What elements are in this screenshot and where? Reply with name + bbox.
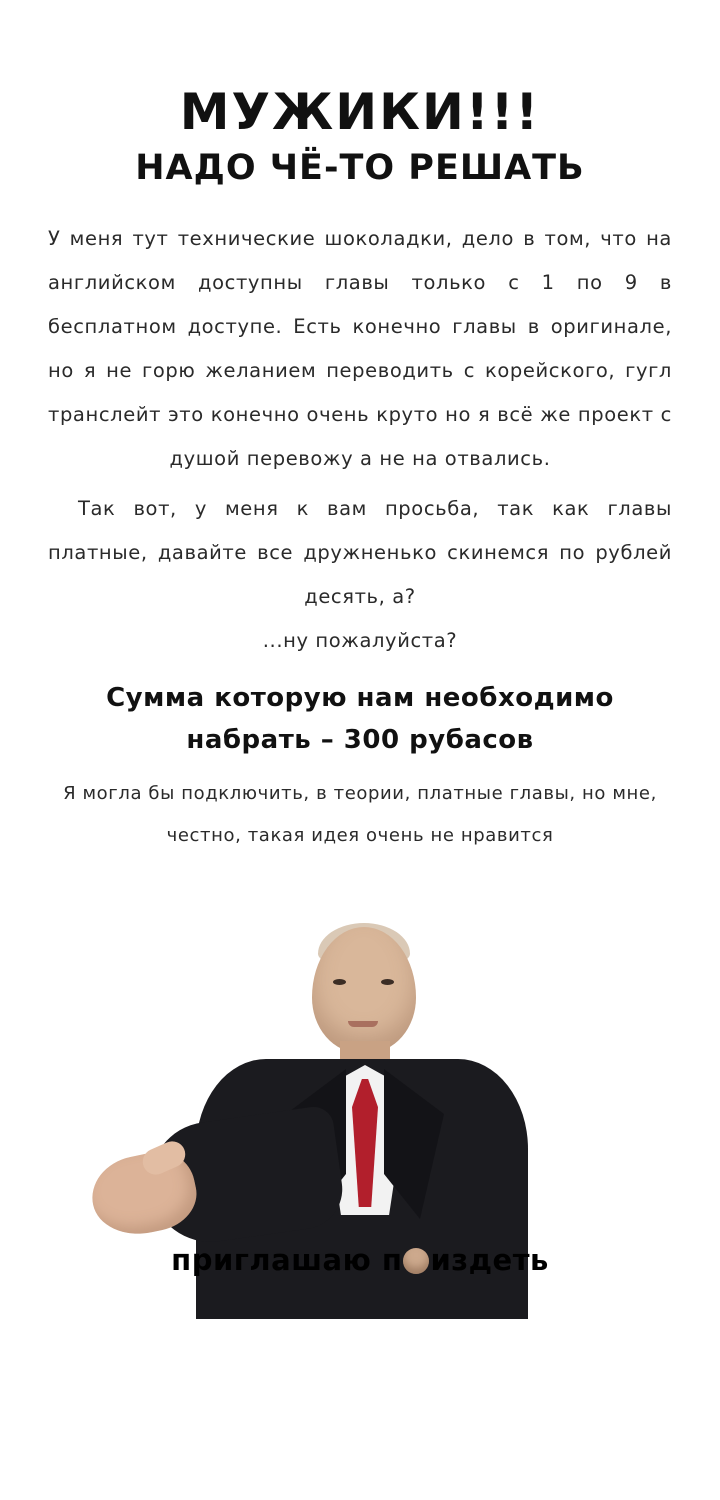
paragraph-request: Так вот, у меня к вам просьба, так как главы платные, давайте все дружненько скинемся по рублей десять, а? bbox=[48, 497, 672, 608]
figure-eye-left bbox=[333, 979, 346, 985]
paragraph-please: ...ну пожалуйста? bbox=[262, 629, 458, 652]
goal-amount-text: Сумма которую нам необходимо набрать – 300 рубасов bbox=[106, 683, 614, 755]
caption-text-before: приглашаю п bbox=[171, 1243, 403, 1277]
paragraph-paid-chapters: Я могла бы подключить, в теории, платные главы, но мне, честно, такая идея очень не нравится bbox=[63, 783, 657, 846]
title-block bbox=[0, 0, 720, 187]
caption-text-after: издеть bbox=[430, 1243, 549, 1277]
page-subtitle: НАДО ЧЁ-ТО РЕШАТЬ bbox=[135, 147, 585, 188]
image-caption bbox=[0, 1243, 720, 1277]
meme-image bbox=[0, 869, 720, 1319]
paragraph-intro: У меня тут технические шоколадки, дело в том, что на английском доступны главы только с 1 по 9 в бесплатном доступе. Есть конечно главы в оригинале, но я не горю желанием переводить с корейского, гугл транслейт это конечно очень круто но я всё же проект с душой перевожу а не на отвались. bbox=[48, 227, 672, 470]
face-dot-icon bbox=[403, 1248, 429, 1274]
figure-mouth bbox=[348, 1021, 378, 1027]
tail-text-block bbox=[48, 773, 672, 857]
page-title: МУЖИКИ!!! bbox=[179, 83, 541, 141]
body-text-block bbox=[48, 217, 672, 761]
figure-eye-right bbox=[381, 979, 394, 985]
